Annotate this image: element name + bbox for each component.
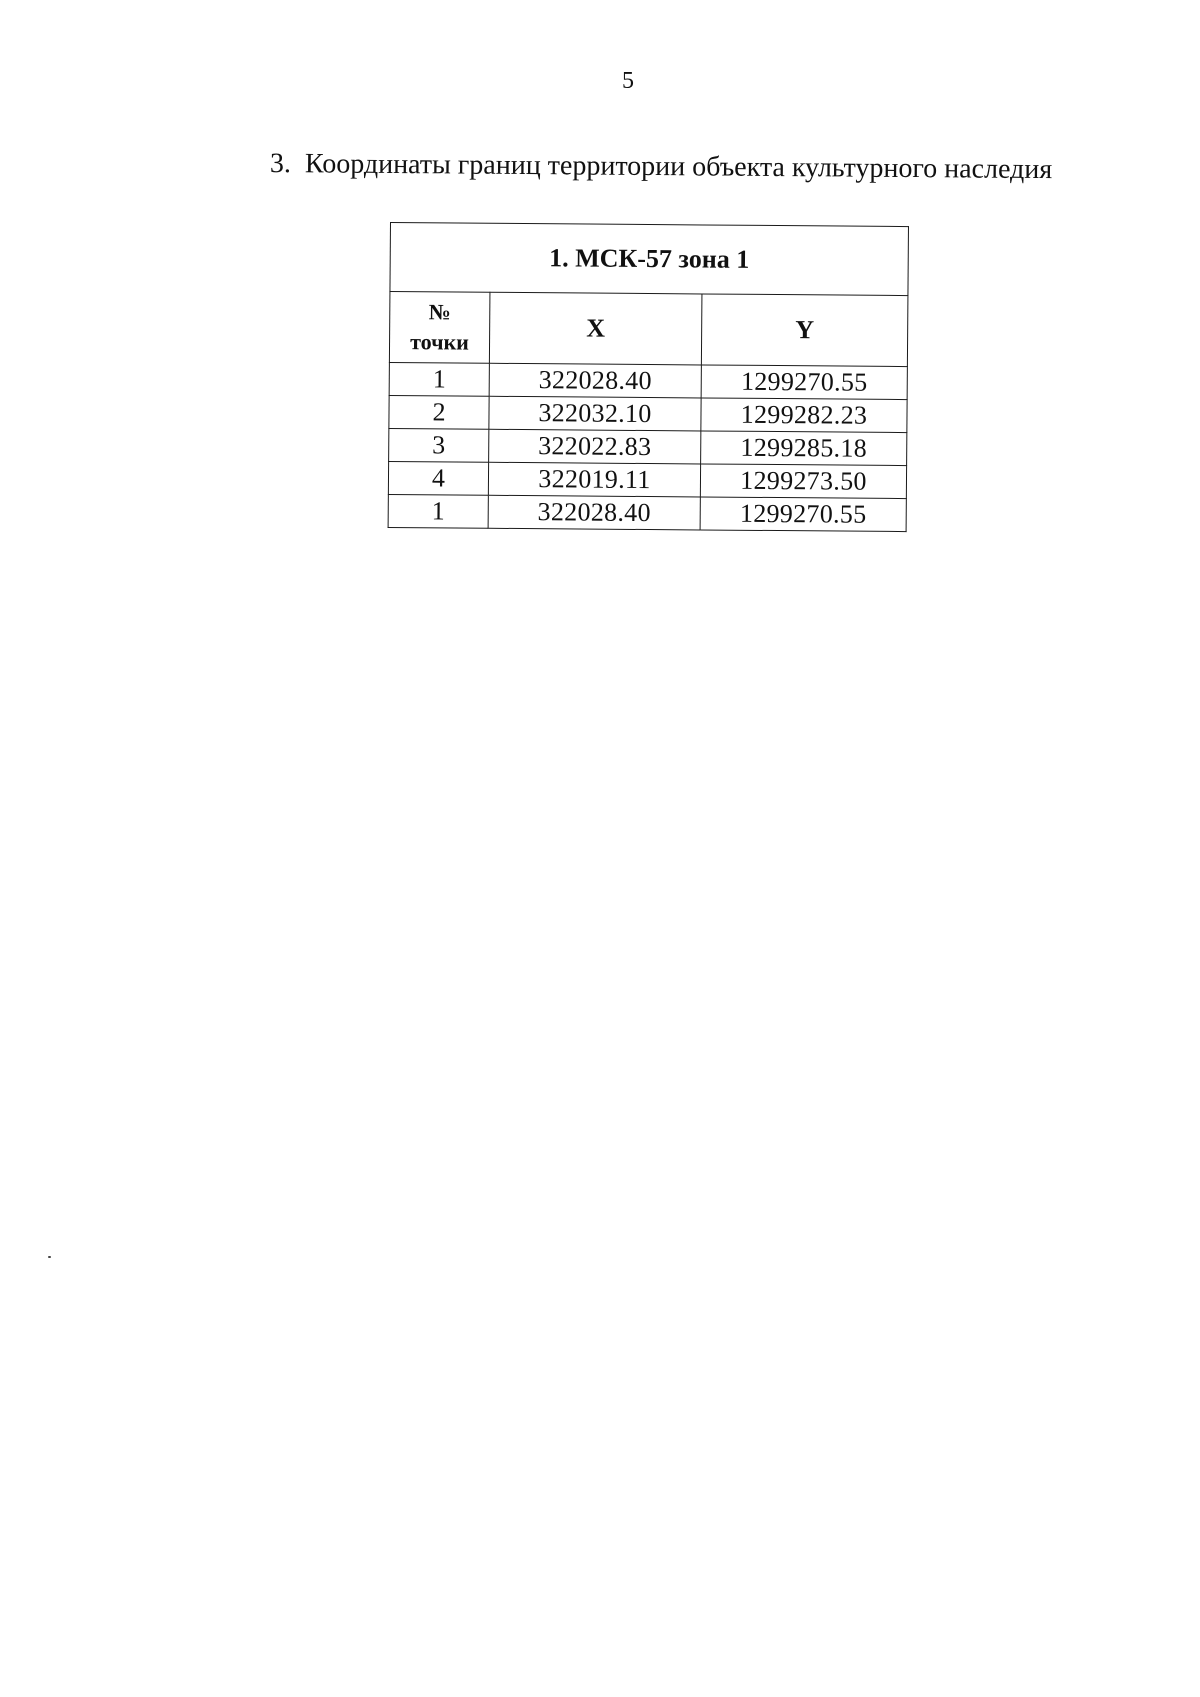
- row-point: 4: [388, 461, 488, 495]
- row-x: 322028.40: [488, 495, 700, 530]
- page-number: 5: [622, 68, 634, 94]
- section-heading: [270, 148, 1052, 186]
- section-number: 3.: [269, 148, 292, 180]
- row-y: 1299270.55: [700, 497, 906, 532]
- row-y: 1299285.18: [701, 431, 907, 466]
- section-title: Координаты границ территории объекта культурного наследия: [304, 148, 1053, 186]
- row-x: 322019.11: [488, 462, 700, 497]
- row-x: 322032.10: [489, 396, 701, 431]
- row-x: 322028.40: [489, 363, 701, 398]
- header-y: Y: [701, 294, 908, 367]
- row-point: 1: [389, 362, 489, 396]
- header-x: X: [489, 292, 702, 365]
- coordinates-table-container: [388, 222, 909, 532]
- coordinates-table: [388, 222, 909, 532]
- header-point-number-line2: точки: [410, 329, 470, 355]
- row-y: 1299282.23: [701, 398, 907, 433]
- row-point: 2: [389, 395, 489, 429]
- row-point: 3: [389, 428, 489, 462]
- row-x: 322022.83: [489, 429, 701, 464]
- row-y: 1299270.55: [701, 365, 907, 400]
- table-row: [388, 494, 906, 531]
- row-point: 1: [388, 494, 488, 528]
- scan-speck: [48, 1256, 51, 1258]
- header-point-number: [389, 292, 490, 364]
- table-row: [389, 395, 907, 432]
- table-row: [389, 362, 907, 399]
- row-y: 1299273.50: [700, 464, 906, 499]
- table-row: [389, 428, 907, 465]
- header-point-number-line1: №: [428, 299, 451, 325]
- zone-title: 1. МСК-57 зона 1: [390, 223, 909, 296]
- table-row: [388, 461, 906, 498]
